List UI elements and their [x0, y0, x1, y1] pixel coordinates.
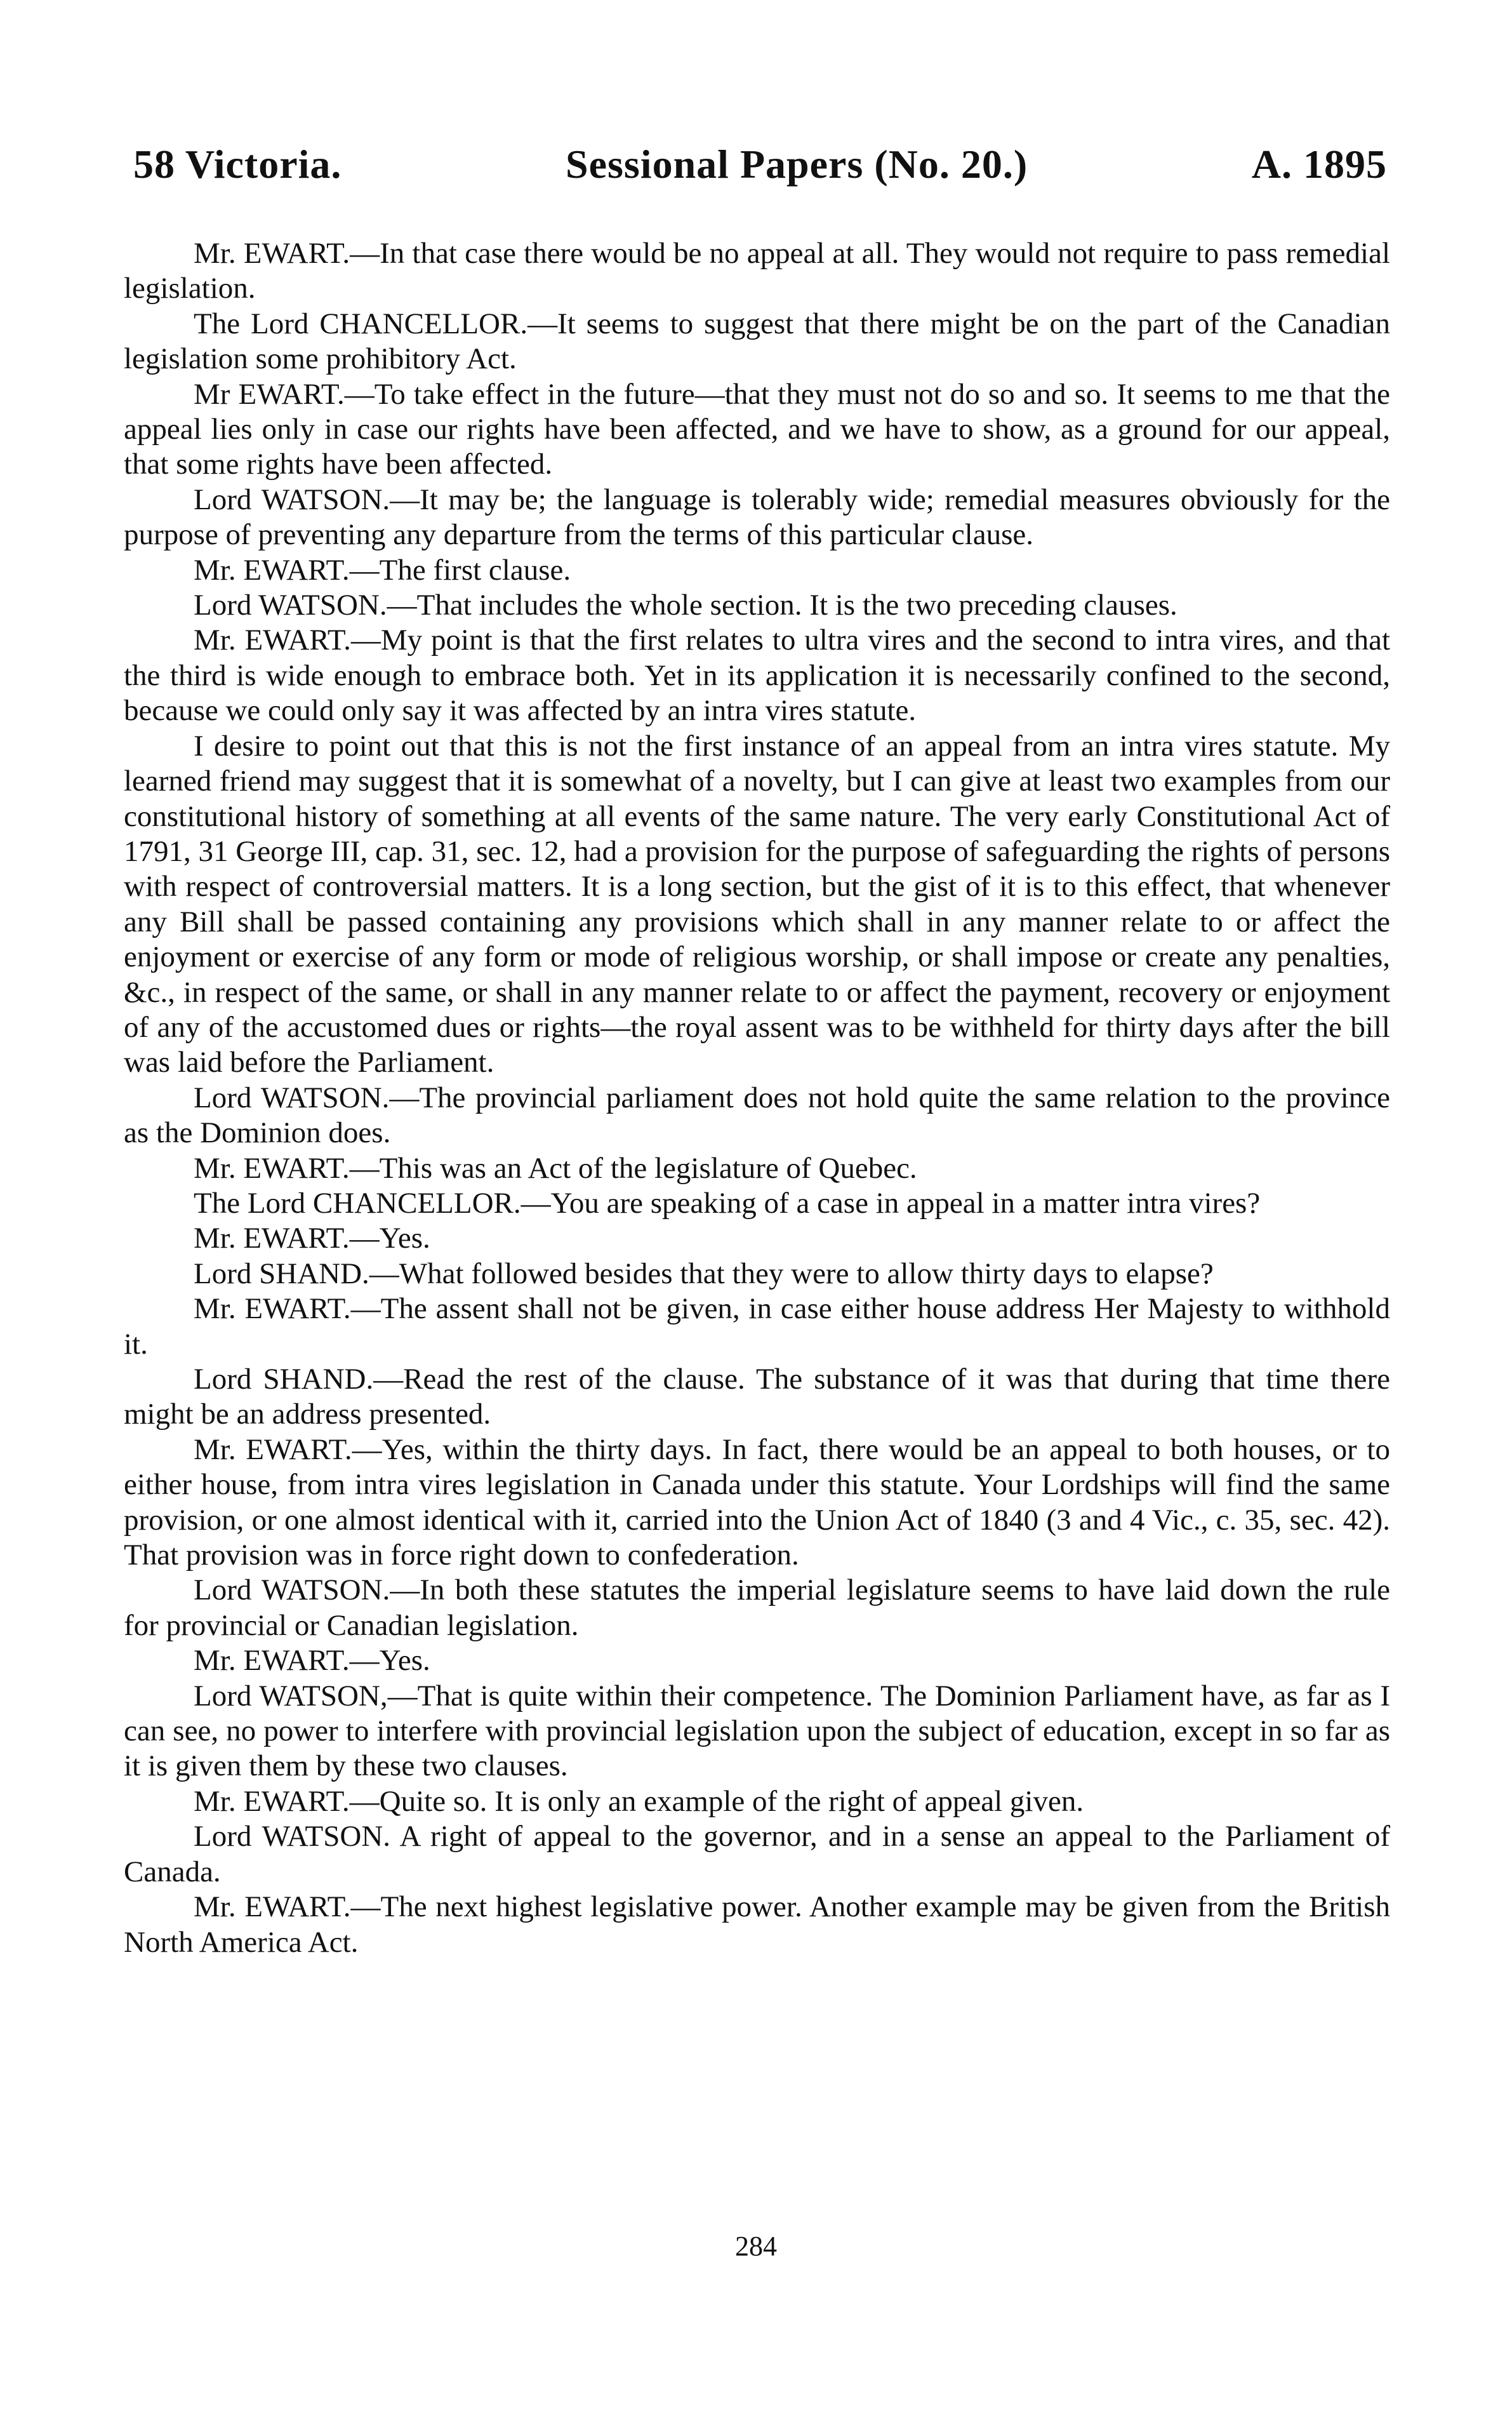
paragraph: Lord SHAND.—Read the rest of the clause. The substance of it was that during that time there might be an address presented.: [124, 1363, 1390, 1431]
page-footer: [0, 2230, 1512, 2262]
paragraph: Mr EWART.—To take effect in the future—that they must not do so and so. It seems to me that the appeal lies only in case our rights have been affected, and we have to show, as a ground for our appeal, that some rights have been affected.: [124, 377, 1390, 481]
paragraph: Mr. EWART.—The next highest legislative power. Another example may be given from the British North America Act.: [124, 1890, 1390, 1959]
paragraph: Lord WATSON.—It may be; the language is tolerably wide; remedial measures obviously for the purpose of preventing any departure from the terms of this particular clause.: [124, 483, 1390, 552]
paragraph: Lord WATSON.—That includes the whole section. It is the two preceding clauses.: [194, 589, 1177, 622]
paragraph: Mr. EWART.—My point is that the first relates to ultra vires and the second to intra vires, and that the third is wide enough to embrace both. Yet in its application it is necessarily confined to the second, because we could only say it was affected by an intra vires statute.: [124, 624, 1390, 728]
document-body: [124, 236, 1390, 1960]
paragraph: Lord SHAND.—What followed besides that they were to allow thirty days to elapse?: [194, 1257, 1214, 1290]
paragraph: Mr. EWART.—Yes.: [194, 1644, 430, 1678]
paragraph: Lord WATSON,—That is quite within their competence. The Dominion Parliament have, as far as I can see, no power to interfere with provincial legislation upon the subject of education, except in so far as it is given them by these two clauses.: [124, 1679, 1390, 1783]
header-year: A. 1895: [1251, 142, 1387, 187]
header-session: 58 Victoria.: [133, 142, 342, 187]
paragraph: The Lord CHANCELLOR.—It seems to suggest that there might be on the part of the Canadian legislation some prohibitory Act.: [124, 307, 1390, 376]
paragraph: Lord WATSON.—The provincial parliament does not hold quite the same relation to the province as the Dominion does.: [124, 1081, 1390, 1150]
paragraph: I desire to point out that this is not the first instance of an appeal from an intra vires statute. My learned friend may suggest that it is somewhat of a novelty, but I can give at least two examples from our constitutional history of something at all events of the same nature. The very early Constitutional Act of 1791, 31 George III, cap. 31, sec. 12, had a provision for the purpose of safeguarding the rights of persons with respect of controversial matters. It is a long section, but the gist of it is to this effect, that whenever any Bill shall be passed containing any provisions which shall in any manner relate to or affect the enjoyment or exercise of any form or mode of religious worship, or shall impose or create any penalties, &c., in respect of the same, or shall in any manner relate to or affect the payment, recovery or enjoyment of any of the accustomed dues or rights—the royal assent was to be withheld for thirty days after the bill was laid before the Parliament.: [124, 729, 1390, 1079]
paragraph: Lord WATSON.—In both these statutes the imperial legislature seems to have laid down the rule for provincial or Canadian legislation.: [124, 1573, 1390, 1642]
paragraph: Mr. EWART.—Quite so. It is only an example of the right of appeal given.: [194, 1784, 1084, 1818]
paragraph: The Lord CHANCELLOR.—You are speaking of a case in appeal in a matter intra vires?: [194, 1186, 1261, 1220]
page-number: 284: [735, 2231, 777, 2262]
paragraph: Mr. EWART.—Yes.: [194, 1222, 430, 1255]
paragraph: Mr. EWART.—The first clause.: [194, 553, 571, 587]
paragraph: Mr. EWART.—In that case there would be no appeal at all. They would not require to pass remedial legislation.: [124, 237, 1390, 305]
paragraph: Lord WATSON. A right of appeal to the governor, and in a sense an appeal to the Parliament of Canada.: [124, 1820, 1390, 1888]
page-header: [133, 141, 1387, 188]
paragraph: Mr. EWART.—This was an Act of the legislature of Quebec.: [194, 1151, 917, 1185]
paragraph: Mr. EWART.—Yes, within the thirty days. In fact, there would be an appeal to both houses, or to either house, from intra vires legislation in Canada under this statute. Your Lordships will find the same provision, or one almost identical with it, carried into the Union Act of 1840 (3 and 4 Vic., c. 35, sec. 42). That provision was in force right down to confederation.: [124, 1432, 1390, 1572]
paragraph: Mr. EWART.—The assent shall not be given, in case either house address Her Majesty to withhold it.: [124, 1292, 1390, 1361]
header-title: Sessional Papers (No. 20.): [565, 142, 1028, 187]
